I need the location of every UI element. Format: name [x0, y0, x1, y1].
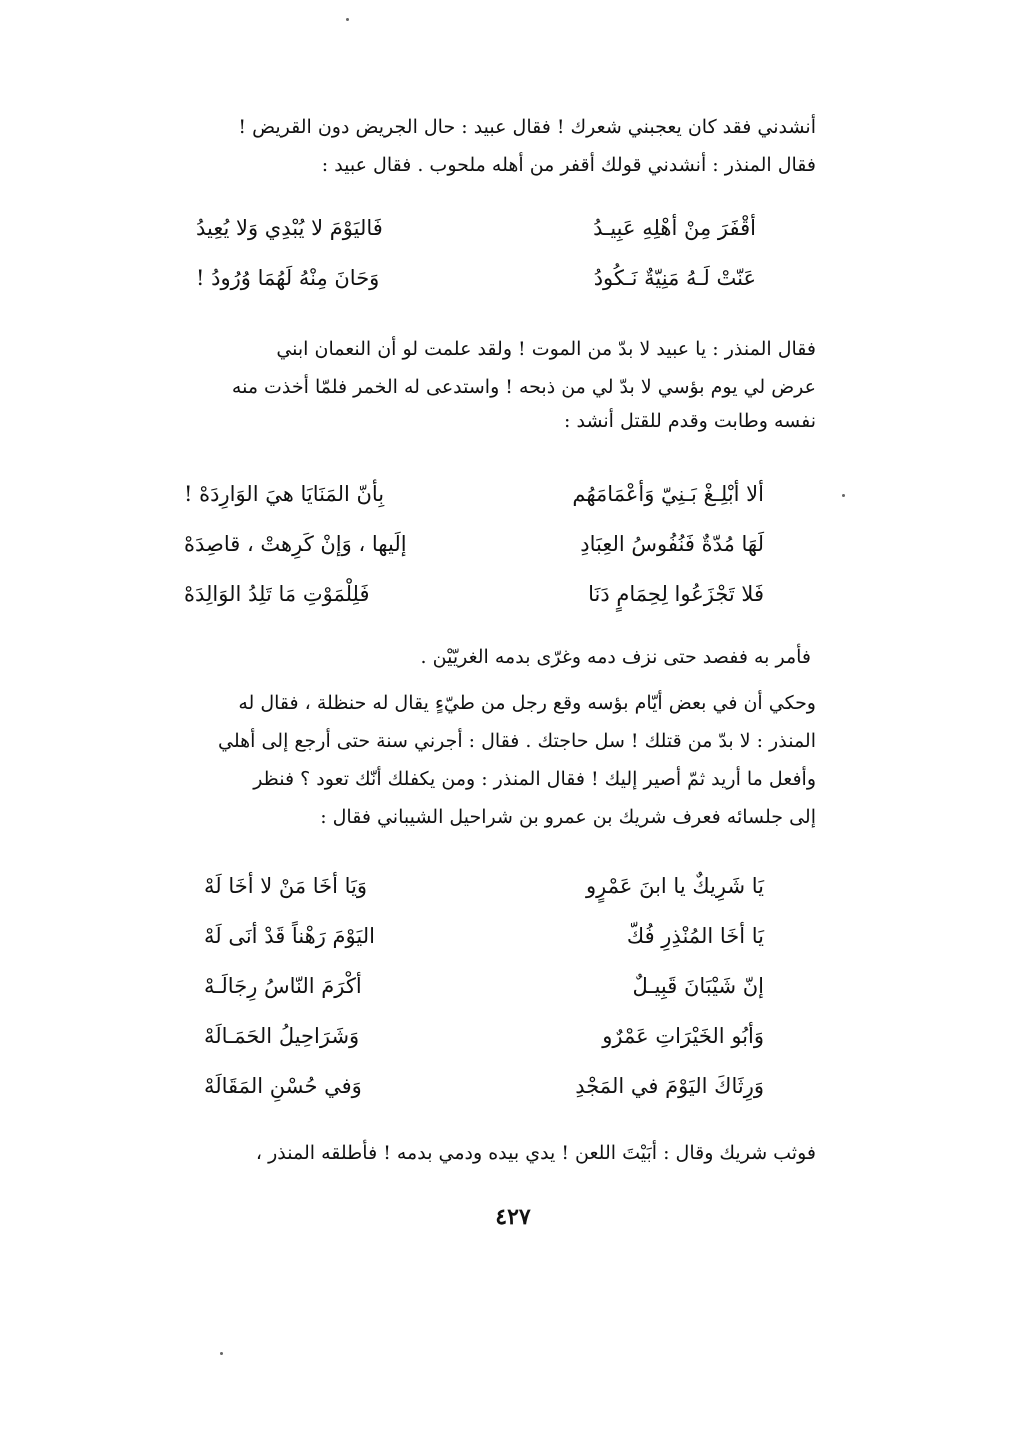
second-hemistich: فَلِلْمَوْتِ مَا تَلِدُ الوَالِدَهْ	[184, 582, 370, 606]
second-hemistich: اليَوْمَ رَهْناً قَدْ أنَى لَهْ	[204, 924, 375, 948]
text-line: فوثب شريك وقال : أبَيْتَ اللعن ! يدي بيده ودمي بدمه ! فأطلقه المنذر ،	[255, 1142, 816, 1164]
poem-1	[196, 216, 756, 316]
text-line: فأمر به ففصد حتى نزف دمه وغرّى بدمه الغريّيْن .	[420, 646, 811, 668]
first-hemistich: فَلا تَجْزَعُوا لِحِمَامٍ دَنَا	[588, 582, 764, 606]
first-hemistich: يَا أخَا المُنْذِرِ فُكّ	[626, 924, 764, 948]
text-line: نفسه وطابت وقدم للقتل أنشد :	[564, 410, 816, 432]
verse	[184, 582, 764, 632]
verse	[184, 532, 764, 582]
verse	[204, 874, 764, 924]
first-hemistich: إنّ شَيْبَانَ قَبِيـلٌ	[632, 974, 764, 998]
text-line: وأفعل ما أريد ثمّ أصير إليك ! فقال المنذر : ومن يكفلك أنّك تعود ؟ فنظر	[253, 768, 816, 790]
paragraph-1	[206, 108, 816, 184]
first-hemistich: وَأبُو الخَيْرَاتِ عَمْرٌو	[602, 1024, 764, 1048]
second-hemistich: بِأنّ المَنَايَا هيَ الوَارِدَهْ !	[184, 482, 385, 506]
second-hemistich: فَاليَوْمَ لا يُبْدِي وَلا يُعِيدُ	[196, 216, 383, 240]
verse	[204, 1074, 764, 1124]
second-hemistich: وَشَرَاحِيلُ الحَمَـالَهْ	[204, 1024, 360, 1048]
second-hemistich: أكْرَمَ النّاسُ رِجَالَـهْ	[204, 974, 362, 998]
first-hemistich: أقْفَرَ مِنْ أهْلِهِ عَبِيـدُ	[593, 216, 756, 240]
verse	[204, 974, 764, 1024]
first-hemistich: يَا شَرِيكٌ يا ابنَ عَمْرٍو	[586, 874, 764, 898]
page-number: ٤٢٧	[495, 1204, 531, 1230]
verse	[184, 482, 764, 532]
scan-speck	[346, 18, 349, 21]
text-line: المنذر : لا بدّ من قتلك ! سل حاجتك . فقال : أجرني سنة حتى أرجع إلى أهلي	[218, 730, 816, 752]
poem-3	[204, 874, 764, 1124]
verse	[196, 266, 756, 316]
paragraph-3	[201, 638, 811, 676]
paragraph-2	[206, 330, 816, 436]
first-hemistich: لَهَا مُدّةٌ فَنُفُوسُ العِبَادِ	[580, 532, 764, 556]
text-line: فقال المنذر : يا عبيد لا بدّ من الموت ! ولقد علمت لو أن النعمان ابني	[276, 338, 816, 360]
paragraph-5	[206, 1134, 816, 1172]
verse	[204, 1024, 764, 1074]
scan-speck	[220, 1352, 223, 1355]
text-line: فقال المنذر : أنشدني قولك أقفر من أهله ملحوب . فقال عبيد :	[321, 154, 816, 176]
text-line: إلى جلسائه فعرف شريك بن عمرو بن شراحيل الشيباني فقال :	[320, 806, 816, 828]
first-hemistich: ألا أبْلِـغْ بَـنِيّ وَأعْمَامَهُم	[572, 482, 764, 506]
second-hemistich: وَفي حُسْنِ المَقَالَهْ	[204, 1074, 362, 1098]
text-line: عرض لي يوم بؤسي لا بدّ لي من ذبحه ! واستدعى له الخمر فلمّا أخذت منه	[231, 376, 816, 398]
first-hemistich: عَنّتْ لَـهُ مَنِيّةٌ نَـكُودُ	[593, 266, 756, 290]
second-hemistich: وَيَا أخَا مَنْ لا أخَا لَهْ	[204, 874, 368, 898]
scan-speck	[842, 494, 845, 497]
paragraph-4	[206, 684, 816, 836]
text-line: أنشدني فقد كان يعجبني شعرك ! فقال عبيد : حال الجريض دون القريض !	[238, 116, 816, 138]
text-line: وحكي أن في بعض أيّام بؤسه وقع رجل من طيّءٍ يقال له حنظلة ، فقال له	[238, 692, 816, 714]
first-hemistich: وَرِثَاكَ اليَوْمَ في المَجْدِ	[575, 1074, 764, 1098]
second-hemistich: إلَيها ، وَإنْ كَرِهتْ ، قاصِدَهْ	[184, 532, 407, 556]
poem-2	[184, 482, 764, 632]
verse	[196, 216, 756, 266]
second-hemistich: وَحَانَ مِنْهُ لَهُمَا وُرُودُ !	[196, 266, 380, 290]
verse	[204, 924, 764, 974]
